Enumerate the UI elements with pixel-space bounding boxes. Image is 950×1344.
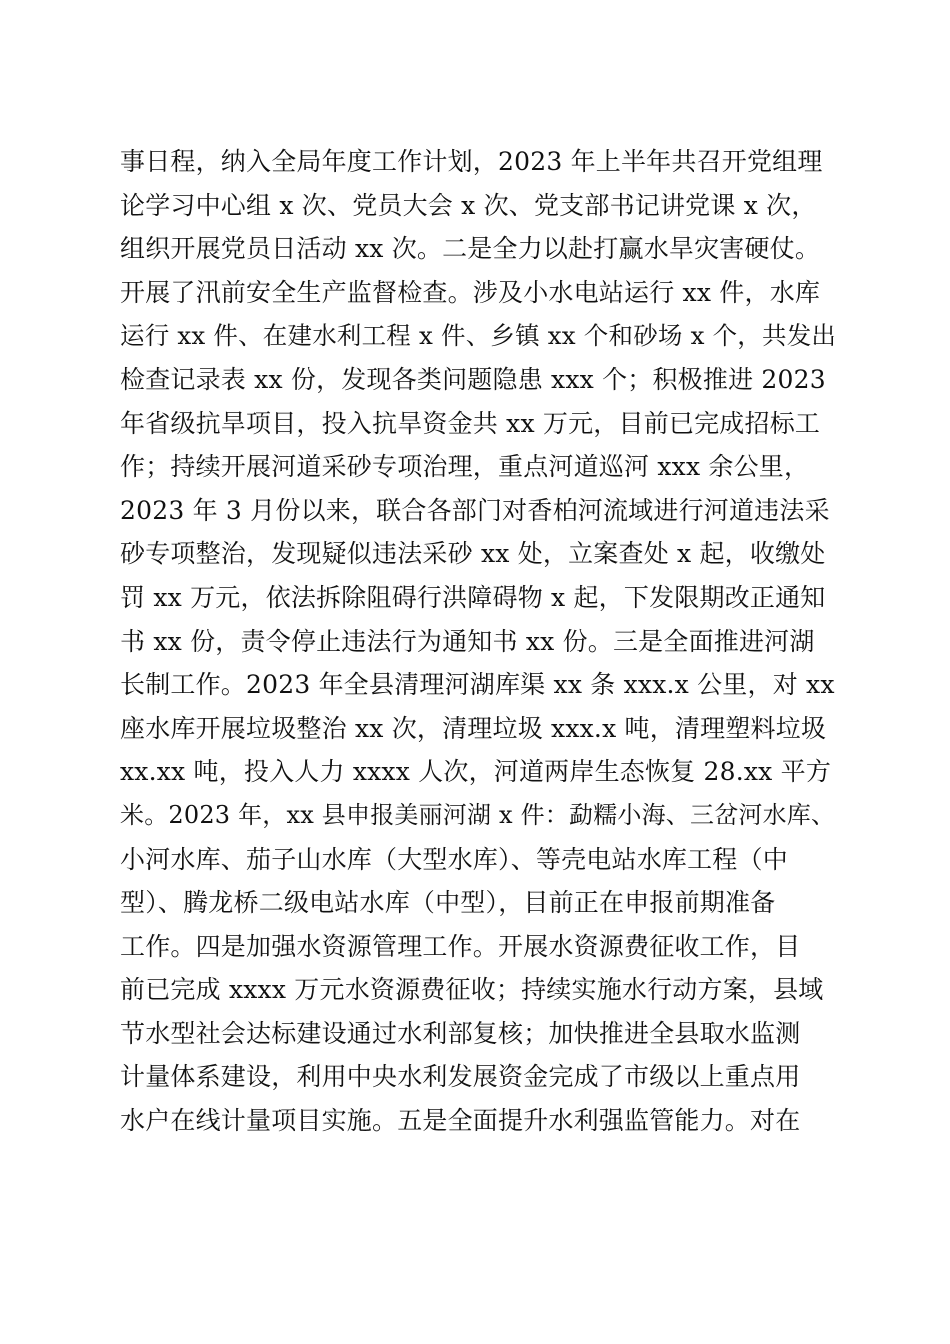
text-line: 运行 xx 件、在建水利工程 x 件、乡镇 xx 个和砂场 x 个，共发出 — [120, 321, 837, 351]
text-line: 计量体系建设，利用中央水利发展资金完成了市级以上重点用 — [120, 1062, 801, 1092]
text-line: 事日程，纳入全局年度工作计划，2023 年上半年共召开党组理 — [120, 147, 823, 176]
text-line: 工作。四是加强水资源管理工作。开展水资源费征收工作，目 — [120, 931, 801, 961]
text-line: 水户在线计量项目实施。五是全面提升水利强监管能力。对在 — [120, 1106, 801, 1136]
text-line: 论学习中心组 x 次、党员大会 x 次、党支部书记讲党课 x 次， — [120, 190, 817, 220]
text-line: 罚 xx 万元，依法拆除阻碍行洪障碍物 x 起，下发限期改正通知 — [120, 582, 826, 612]
text-line: 米。2023 年，xx 县申报美丽河湖 x 件：勐糯小海、三岔河水库、 — [120, 800, 836, 829]
text-line: 作；持续开展河道采砂专项治理，重点河道巡河 xxx 余公里， — [120, 452, 810, 482]
text-line: 组织开展党员日活动 xx 次。二是全力以赴打赢水旱灾害硬仗。 — [120, 234, 821, 264]
text-line: 前已完成 xxxx 万元水资源费征收；持续实施水行动方案，县域 — [120, 975, 824, 1005]
text-line: 座水库开展垃圾整治 xx 次，清理垃圾 xxx.x 吨，清理塑料垃圾 — [120, 713, 827, 743]
body-paragraph — [120, 140, 840, 1143]
text-line: 年省级抗旱项目，投入抗旱资金共 xx 万元，目前已完成招标工 — [120, 408, 821, 438]
text-line: xx.xx 吨，投入人力 xxxx 人次，河道两岸生态恢复 28.xx 平方 — [120, 757, 832, 787]
text-line: 小河水库、茄子山水库（大型水库）、等壳电站水库工程（中 — [120, 844, 788, 874]
text-line: 检查记录表 xx 份，发现各类问题隐患 xxx 个；积极推进 2023 — [120, 364, 826, 394]
text-line: 长制工作。2023 年全县清理河湖库渠 xx 条 xxx.x 公里，对 xx — [120, 670, 835, 700]
text-line: 节水型社会达标建设通过水利部复核；加快推进全县取水监测 — [120, 1018, 801, 1048]
text-line: 型）、腾龙桥二级电站水库（中型），目前正在申报前期准备 — [120, 888, 776, 918]
text-line: 砂专项整治，发现疑似违法采砂 xx 处，立案查处 x 起，收缴处 — [120, 539, 826, 569]
text-line: 开展了汛前安全生产监督检查。涉及小水电站运行 xx 件，水库 — [120, 277, 821, 307]
text-line: 书 xx 份，责令停止违法行为通知书 xx 份。三是全面推进河湖 — [120, 626, 815, 656]
text-line: 2023 年 3 月份以来，联合各部门对香柏河流域进行河道违法采 — [120, 495, 830, 525]
